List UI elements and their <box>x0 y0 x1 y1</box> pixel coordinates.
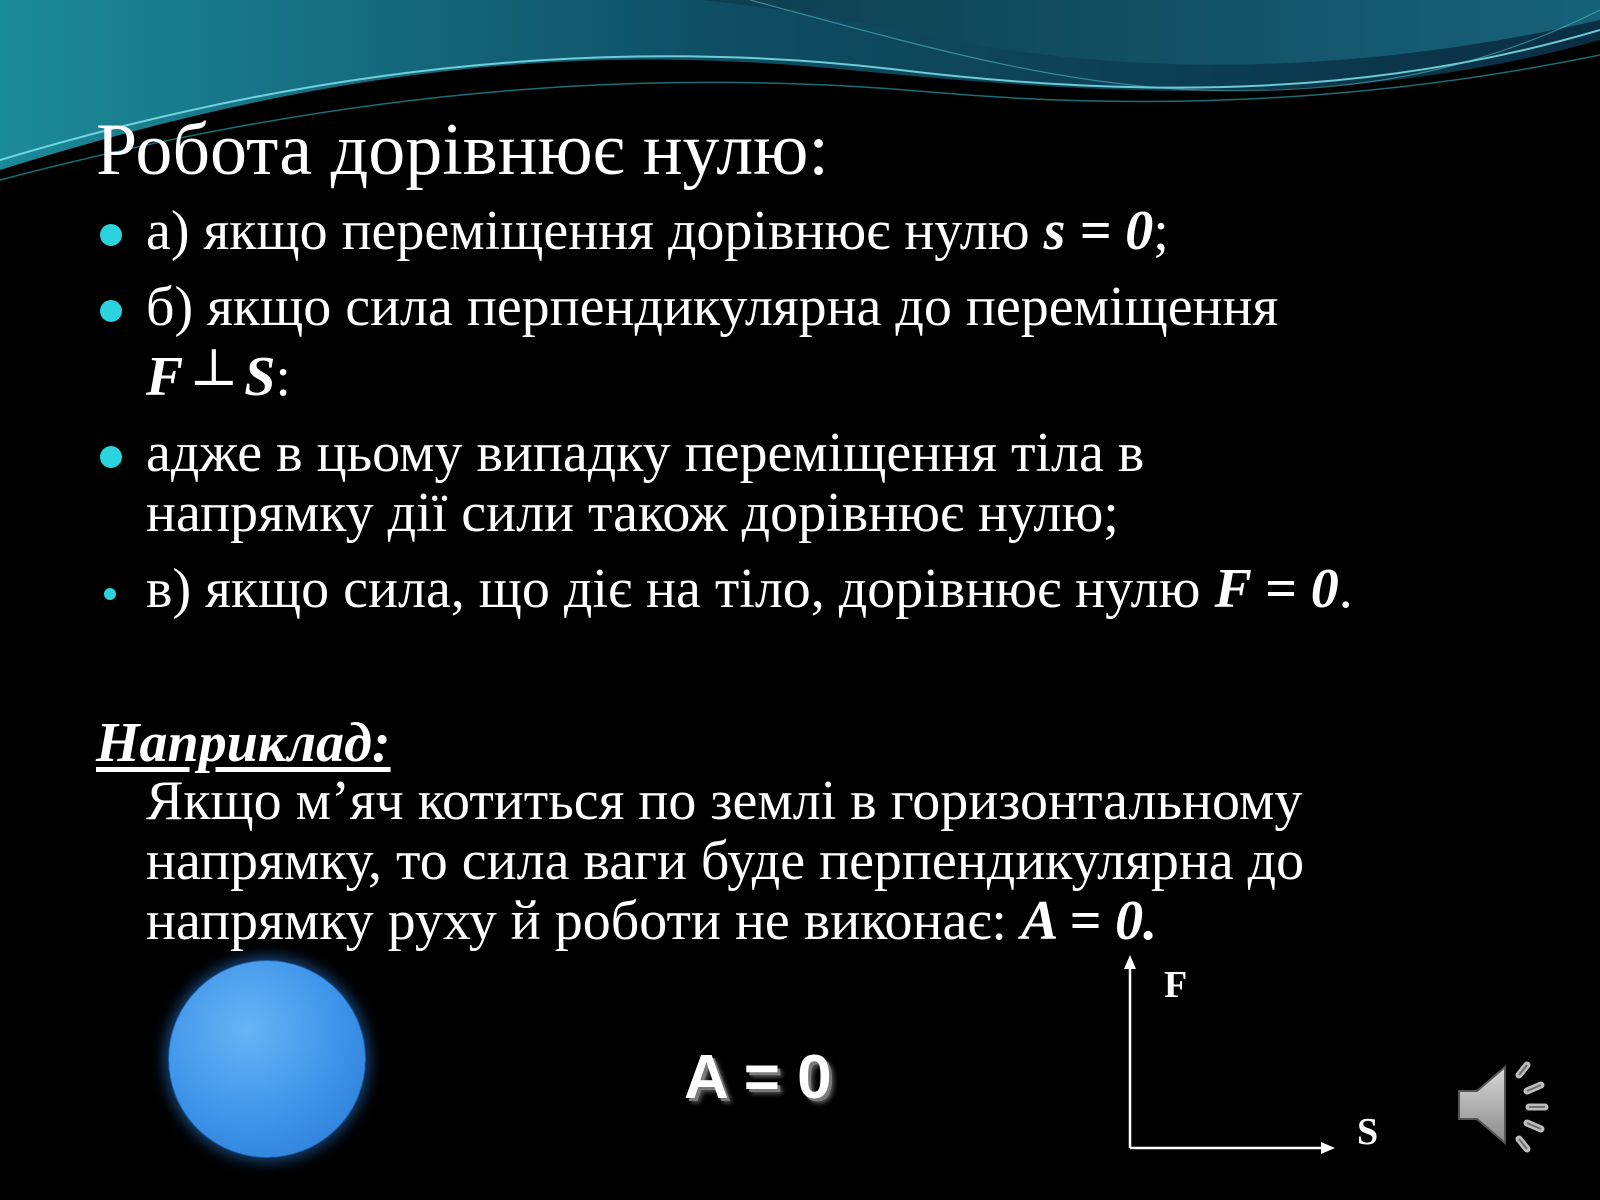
speaker-icon[interactable] <box>1455 1055 1561 1155</box>
formula-s-zero: s = 0 <box>1043 200 1154 262</box>
bullet-dot-icon <box>100 300 122 322</box>
example-line-1: Якщо м’яч котиться по землі в горизонтальному <box>146 770 1303 832</box>
formula-f: F <box>146 346 184 408</box>
axis-label-s: S <box>1357 1111 1379 1153</box>
bullet-dot-icon <box>104 588 116 600</box>
bullet-text: адже в цьому випадку переміщення тіла в <box>146 422 1145 484</box>
bullet-item-note <box>146 422 1144 484</box>
bullet-text: напрямку дії сили також дорівнює нулю; <box>146 482 1119 544</box>
formula-a-zero: A = 0. <box>1020 890 1158 952</box>
vertical-arrow-icon <box>1124 955 1136 969</box>
ball-shape <box>168 960 366 1158</box>
formula-s: S <box>244 346 276 408</box>
bullet-text: а) якщо переміщення дорівнює нулю <box>146 200 1044 262</box>
bullet-item-c <box>146 558 1353 620</box>
example-line-3 <box>146 890 1157 952</box>
bullet-dot-icon <box>100 224 122 246</box>
result-label: A = 0 <box>684 1043 832 1112</box>
bullet-dot-icon <box>100 446 122 468</box>
example-heading: Наприклад: <box>96 712 391 774</box>
slide-title: Робота дорівнює нулю: <box>96 109 829 191</box>
bullet-item-b-formula <box>146 340 291 410</box>
horizontal-arrow-icon <box>1321 1142 1335 1154</box>
bullet-punctuation: ; <box>1153 200 1169 262</box>
axis-label-f: F <box>1164 964 1188 1006</box>
example-text: напрямку руху й роботи не виконає: <box>146 890 1021 952</box>
bullet-item-note-line2 <box>146 482 1119 544</box>
perpendicular-icon: ⊥ <box>189 340 239 397</box>
force-displacement-axes <box>1100 955 1350 1155</box>
bullet-text: в) якщо сила, що діє на тіло, дорівнює нулю <box>146 558 1215 620</box>
bullet-item-b <box>146 276 1278 338</box>
example-line-2: напрямку, то сила ваги буде перпендикулярна до <box>146 830 1305 892</box>
bullet-item-a <box>146 200 1169 262</box>
bullet-punctuation: : <box>275 346 291 408</box>
bullet-text: б) якщо сила перпендикулярна до переміщення <box>146 276 1279 338</box>
bullet-punctuation: . <box>1338 558 1353 620</box>
formula-f-zero: F = 0 <box>1214 558 1339 620</box>
